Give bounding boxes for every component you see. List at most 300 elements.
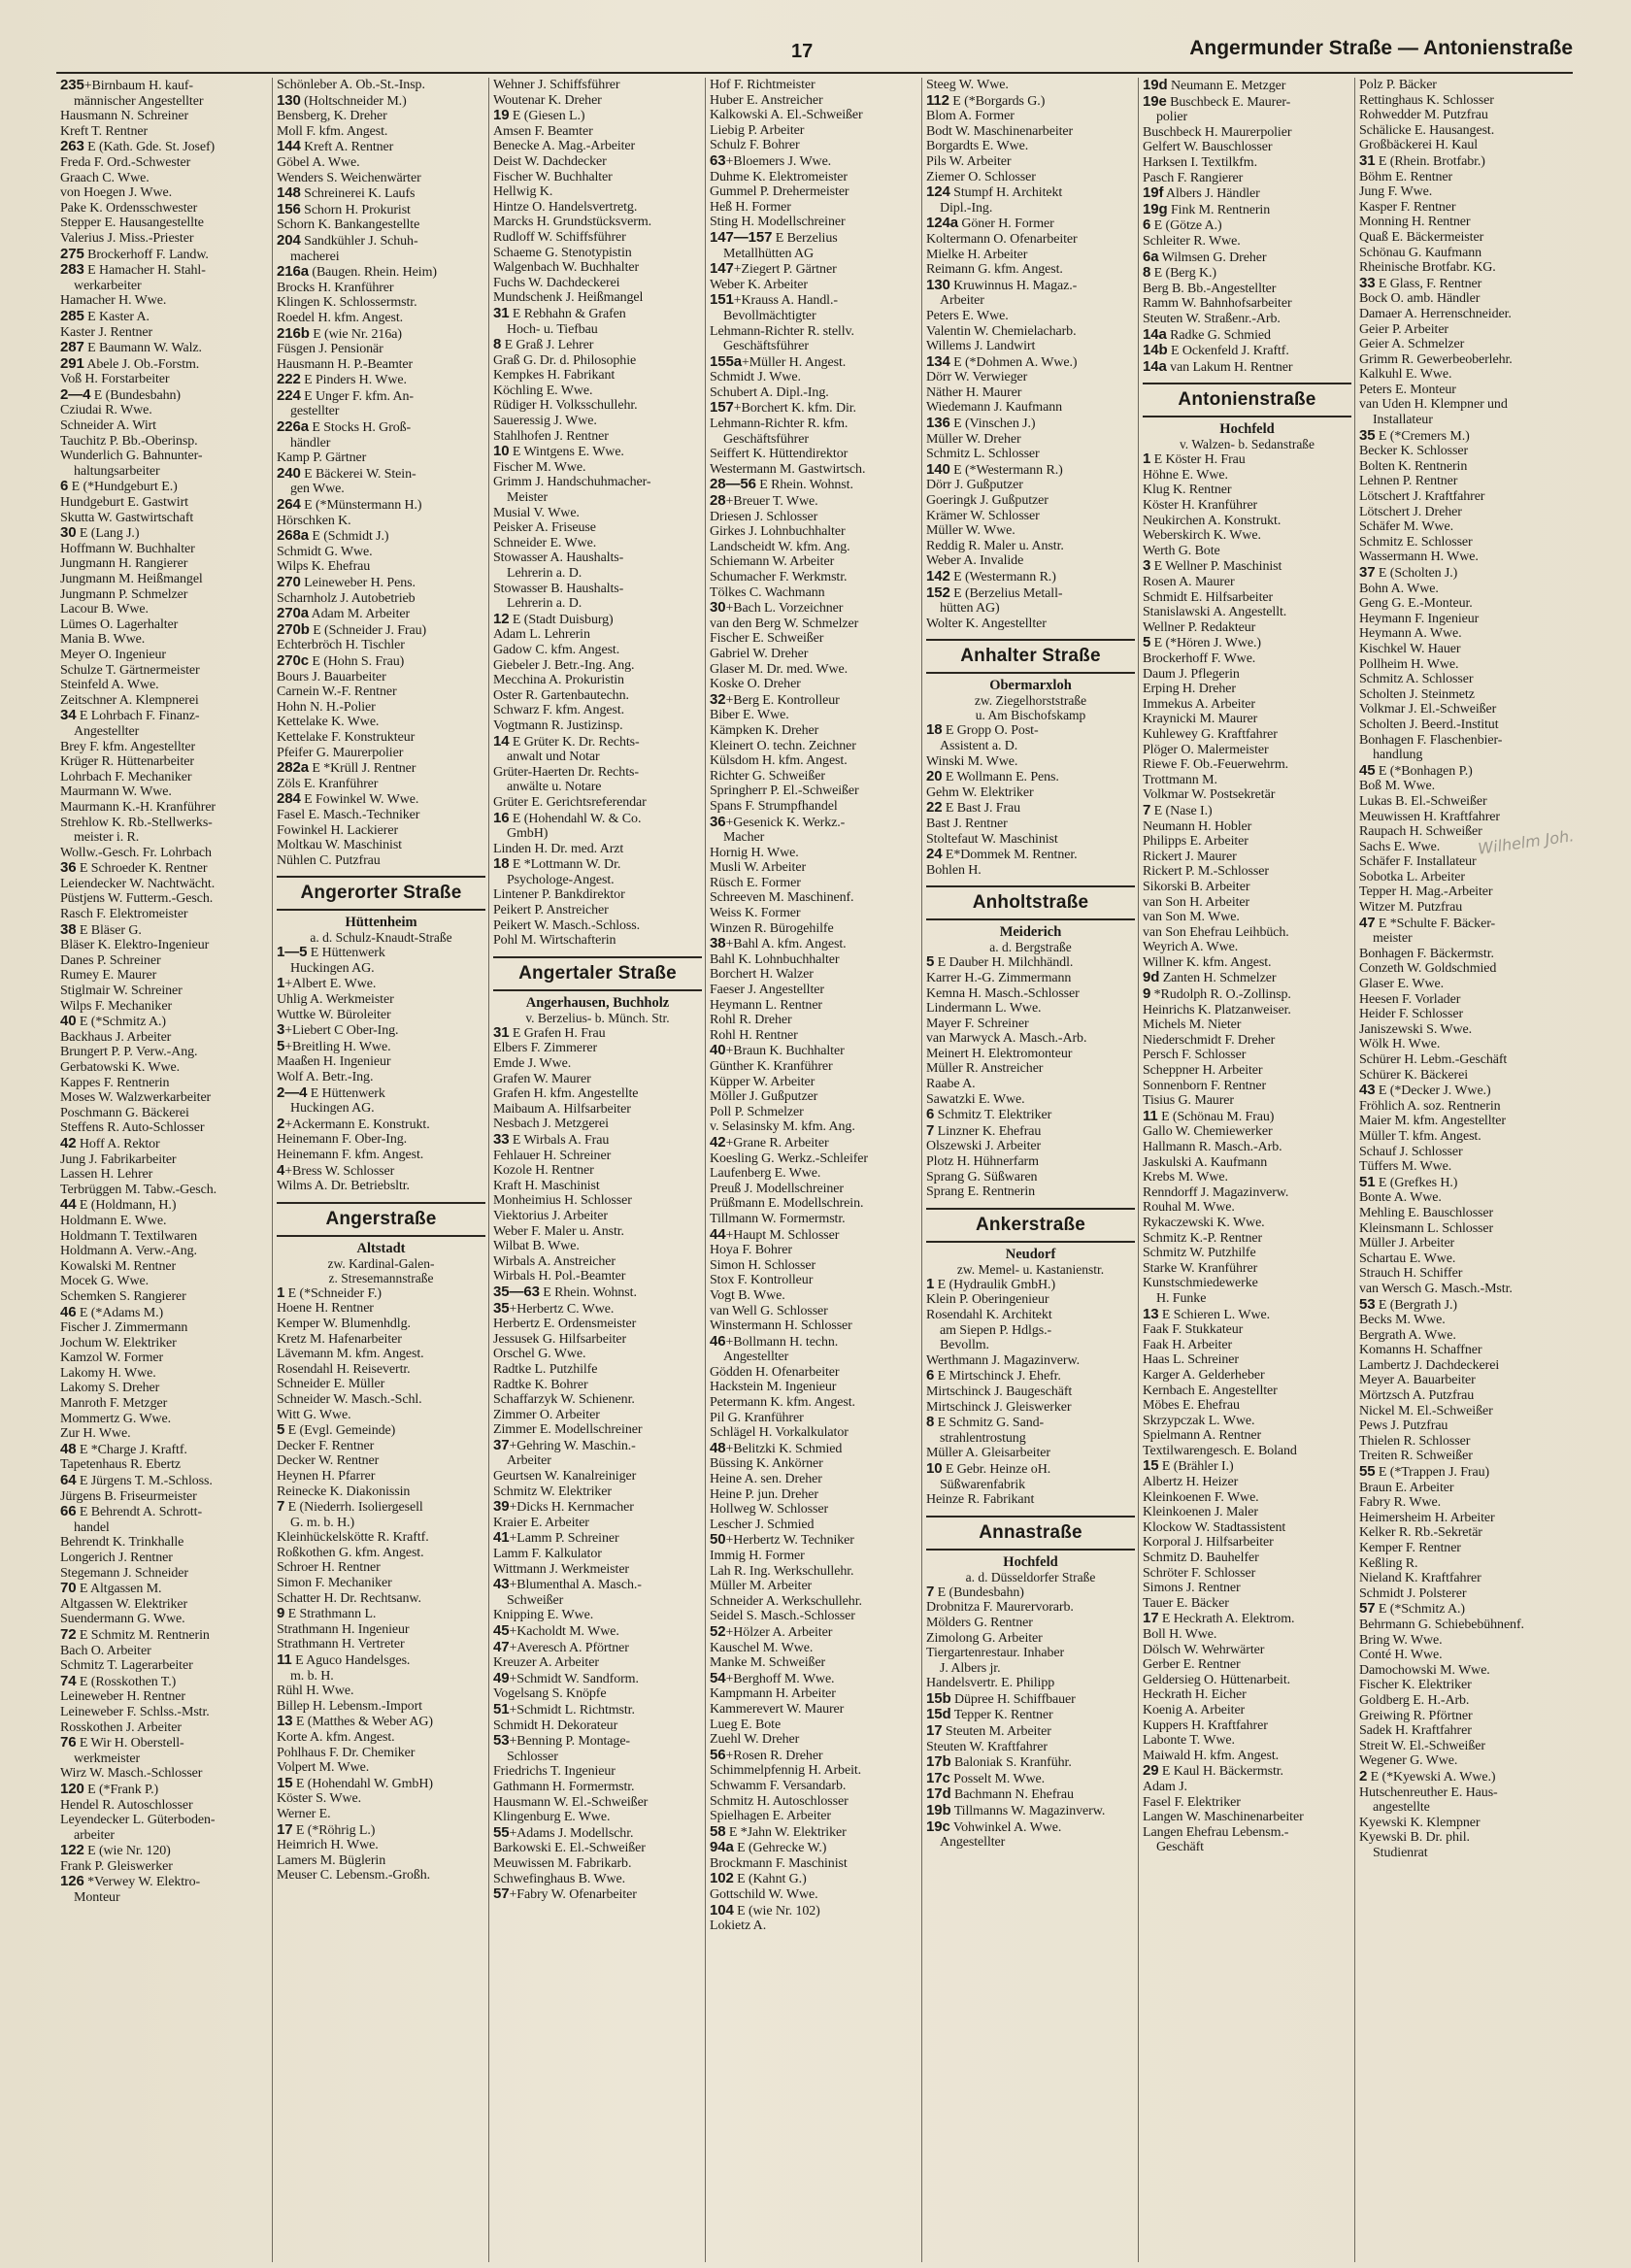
directory-entry: Jochum W. Elektriker — [60, 1335, 177, 1351]
house-number: 5 — [277, 1038, 285, 1054]
directory-entry: Lehmann-Richter R. stellv. — [710, 323, 854, 339]
directory-entry: 9 *Rudolph R. O.-Zollinsp. — [1143, 986, 1291, 1003]
directory-entry: 275 Brockerhoff F. Landw. — [60, 246, 209, 262]
directory-entry: 37+Gehring W. Maschin.- — [493, 1437, 636, 1453]
house-number: 94a — [710, 1840, 734, 1856]
directory-entry: 70 E Altgassen M. — [60, 1581, 162, 1597]
directory-entry: Weber F. Maler u. Anstr. — [493, 1223, 624, 1239]
directory-entry: Grimm J. Handschuhmacher- — [493, 475, 651, 490]
directory-entry: Tepper H. Mag.-Arbeiter — [1359, 884, 1493, 900]
house-number: 120 — [60, 1781, 84, 1797]
directory-entry: Köster S. Wwe. — [277, 1791, 361, 1807]
directory-entry: Peters E. Monteur — [1359, 382, 1456, 397]
directory-entry: Mayer F. Schreiner — [926, 1016, 1029, 1031]
house-number: 1 — [277, 1284, 285, 1301]
house-number: 224 — [277, 387, 301, 404]
directory-entry: Schneider E. Müller — [277, 1377, 385, 1392]
house-number: 7 — [926, 1122, 935, 1139]
house-number: 18 — [926, 722, 943, 739]
directory-entry: Tapetenhaus R. Ebertz — [60, 1457, 182, 1473]
directory-entry: Wilbat B. Wwe. — [493, 1239, 580, 1254]
directory-entry: Bonhagen F. Flaschenbier- — [1359, 732, 1503, 748]
directory-entry: Textilwarengesch. E. Boland — [1143, 1443, 1297, 1458]
directory-entry: Schartau E. Wwe. — [1359, 1251, 1456, 1266]
directory-entry: Kelker R. Rb.-Sekretär — [1359, 1525, 1482, 1541]
house-number: 48 — [710, 1440, 726, 1456]
directory-entry: Gummel P. Drehermeister — [710, 184, 849, 200]
directory-entry: Zimmer E. Modellschreiner — [493, 1422, 643, 1438]
directory-entry: Fischer M. Wwe. — [493, 459, 586, 475]
house-number: 264 — [277, 497, 301, 514]
directory-entry: Mecchina A. Prokuristin — [493, 673, 624, 688]
directory-entry: arbeiter — [74, 1827, 115, 1843]
directory-entry: Neumann H. Hobler — [1143, 818, 1252, 834]
house-number: 3 — [1143, 558, 1151, 575]
directory-entry: Fischer W. Buchhalter — [493, 169, 613, 184]
directory-entry: Sadek H. Kraftfahrer — [1359, 1723, 1472, 1739]
directory-entry: Wellner P. Redakteur — [1143, 619, 1256, 635]
directory-entry: Duhme K. Elektromeister — [710, 169, 848, 184]
directory-entry: Roßkothen G. kfm. Angest. — [277, 1545, 424, 1560]
directory-entry: Benecke A. Mag.-Arbeiter — [493, 139, 636, 154]
directory-entry: Pasch F. Rangierer — [1143, 170, 1244, 185]
house-number: 35 — [493, 1300, 510, 1317]
directory-entry: 56+Rosen R. Dreher — [710, 1747, 823, 1763]
house-number: 31 — [493, 1024, 510, 1041]
directory-entry: Kamzol W. Former — [60, 1351, 164, 1366]
directory-columns — [56, 78, 1576, 2262]
directory-entry: Zur H. Wwe. — [60, 1426, 131, 1442]
directory-entry: Erping H. Dreher — [1143, 682, 1236, 697]
directory-entry: Goeringk J. Gußputzer — [926, 493, 1048, 509]
directory-entry: Boß M. Wwe. — [1359, 779, 1435, 794]
directory-entry: 14a van Lakum H. Rentner — [1143, 358, 1293, 375]
directory-entry: Kampmann H. Arbeiter — [710, 1686, 836, 1702]
directory-entry: 17 E (*Röhrig L.) — [277, 1821, 376, 1838]
directory-entry: 57+Fabry W. Ofenarbeiter — [493, 1886, 637, 1903]
house-number: 222 — [277, 372, 301, 388]
directory-entry: 55 E (*Trappen J. Frau) — [1359, 1464, 1490, 1481]
directory-entry: 8 E (Berg K.) — [1143, 265, 1216, 282]
directory-entry: Klockow W. Stadtassistent — [1143, 1519, 1286, 1535]
directory-entry: 17c Posselt M. Wwe. — [926, 1770, 1046, 1786]
directory-entry: Lescher J. Schmied — [710, 1517, 815, 1532]
directory-entry: händler — [290, 435, 331, 450]
directory-entry: handlung — [1373, 748, 1423, 763]
directory-entry: Winski M. Wwe. — [926, 753, 1018, 769]
house-number: 31 — [493, 305, 510, 321]
directory-entry: 2 E (*Kyewski A. Wwe.) — [1359, 1768, 1496, 1784]
house-number: 9d — [1143, 970, 1160, 986]
directory-entry: Lindermann L. Wwe. — [926, 1001, 1042, 1017]
directory-entry: 43 E (*Decker J. Wwe.) — [1359, 1083, 1491, 1099]
directory-entry: Michels M. Nieter — [1143, 1017, 1242, 1033]
directory-entry: Brockmann F. Maschinist — [710, 1855, 848, 1871]
directory-entry: Pollheim H. Wwe. — [1359, 656, 1459, 672]
directory-entry: Plöger O. Malermeister — [1143, 742, 1269, 757]
house-number: 29 — [1143, 1763, 1159, 1780]
house-number: 275 — [60, 246, 84, 262]
directory-entry: Sonnenborn F. Rentner — [1143, 1078, 1267, 1093]
directory-entry: Valentin W. Chemielacharb. — [926, 323, 1077, 339]
directory-entry: Külsdom H. kfm. Angest. — [710, 753, 848, 769]
directory-entry: Danes P. Schreiner — [60, 952, 161, 968]
directory-entry: Glaser M. Dr. med. Wwe. — [710, 661, 849, 677]
directory-entry: 41+Lamm P. Schreiner — [493, 1530, 619, 1547]
directory-entry: 285 E Kaster A. — [60, 308, 150, 324]
directory-entry: Hamacher H. Wwe. — [60, 293, 167, 309]
directory-column-3 — [489, 78, 706, 2262]
directory-entry: Borgardts E. Wwe. — [926, 139, 1029, 154]
directory-entry: Bring W. Wwe. — [1359, 1632, 1443, 1648]
directory-entry: van Well G. Schlosser — [710, 1303, 828, 1318]
directory-entry: Langen W. Maschinenarbeiter — [1143, 1810, 1304, 1825]
directory-entry: 15d Tepper K. Rentner — [926, 1707, 1053, 1723]
directory-entry: 142 E (Westermann R.) — [926, 569, 1056, 584]
street-heading: Angertaler Straße — [493, 956, 702, 991]
directory-entry: Bohlen H. — [926, 862, 982, 878]
directory-entry: Weber A. Invalide — [926, 553, 1024, 569]
house-number: 47 — [493, 1639, 510, 1655]
directory-entry: 19d Neumann E. Metzger — [1143, 78, 1286, 93]
directory-entry: 19 E (Giesen L.) — [493, 108, 585, 124]
directory-entry: 46+Bollmann H. techn. — [710, 1333, 839, 1350]
house-number: 144 — [277, 139, 301, 155]
house-number: 28—56 — [710, 477, 756, 493]
house-number: 270b — [277, 621, 310, 638]
directory-entry: Grafen H. kfm. Angestellte — [493, 1086, 639, 1102]
directory-entry: Zimmer O. Arbeiter — [493, 1407, 600, 1422]
directory-entry: Hausmann W. El.-Schweißer — [493, 1794, 649, 1810]
directory-entry: Kowalski M. Rentner — [60, 1258, 177, 1274]
directory-entry: Pohl M. Wirtschafterin — [493, 933, 616, 949]
directory-entry: Monheimius H. Schlosser — [493, 1193, 632, 1209]
directory-entry: Leineweber H. Rentner — [60, 1689, 185, 1705]
directory-entry: Kernbach E. Angestellter — [1143, 1383, 1278, 1398]
directory-entry: Lamers M. Büglerin — [277, 1852, 386, 1868]
directory-entry: Mundschenk J. Heißmangel — [493, 290, 644, 306]
directory-entry: Monteur — [74, 1890, 120, 1906]
directory-entry: Sikorski B. Arbeiter — [1143, 879, 1250, 894]
directory-entry: Boll H. Wwe. — [1143, 1627, 1217, 1642]
directory-entry: Lakomy H. Wwe. — [60, 1365, 156, 1381]
directory-entry: Kaster J. Rentner — [60, 324, 153, 340]
directory-entry: Marcks H. Grundstücksverm. — [493, 215, 652, 230]
directory-entry: Günther K. Kranführer — [710, 1059, 833, 1074]
house-number: 104 — [710, 1902, 734, 1918]
street-description: a. d. Düsseldorfer Straße — [965, 1569, 1096, 1584]
house-number: 151 — [710, 292, 734, 309]
directory-entry: Mocek G. Wwe. — [60, 1274, 149, 1289]
directory-entry: 124 Stumpf H. Architekt — [926, 184, 1063, 201]
house-number: 7 — [277, 1499, 285, 1516]
directory-entry: Braun E. Arbeiter — [1359, 1480, 1454, 1495]
directory-entry: 47+Averesch A. Pförtner — [493, 1639, 629, 1655]
directory-entry: Scharnholz J. Autobetrieb — [277, 590, 416, 606]
directory-entry: Steffens R. Auto-Schlosser — [60, 1120, 205, 1136]
street-district: Angerhausen, Buchholz — [525, 994, 670, 1011]
directory-entry: 47 E *Schulte F. Bäcker- — [1359, 915, 1496, 931]
house-number: 55 — [1359, 1464, 1376, 1481]
directory-entry: Wehner J. Schiffsführer — [493, 78, 620, 92]
directory-entry: 54+Berghoff M. Wwe. — [710, 1670, 835, 1686]
directory-entry: Fasel F. Elektriker — [1143, 1794, 1241, 1810]
directory-entry: Hackstein M. Ingenieur — [710, 1380, 837, 1395]
directory-entry: Kischkel W. Hauer — [1359, 641, 1461, 656]
directory-entry: 7 E (Nase I.) — [1143, 802, 1213, 818]
directory-entry: Bohn A. Wwe. — [1359, 581, 1439, 596]
directory-entry: Kemna H. Masch.-Schlosser — [926, 985, 1080, 1001]
directory-entry: Sprang E. Rentnerin — [926, 1184, 1036, 1200]
directory-entry: Mirtschinck J. Gleiswerker — [926, 1399, 1072, 1415]
directory-entry: Schorn K. Bankangestellte — [277, 217, 420, 233]
directory-entry: Zimolong G. Arbeiter — [926, 1630, 1043, 1646]
directory-entry: Rouhal M. Wwe. — [1143, 1200, 1235, 1216]
house-number: 2—4 — [60, 386, 91, 403]
directory-entry: Moll F. kfm. Angest. — [277, 123, 388, 139]
directory-entry: 14b E Ockenfeld J. Kraftf. — [1143, 343, 1289, 359]
directory-entry: Assistent a. D. — [940, 738, 1018, 753]
directory-entry: Vogt B. Wwe. — [710, 1287, 785, 1303]
directory-entry: 134 E (*Dohmen A. Wwe.) — [926, 353, 1078, 370]
directory-entry: Schatter H. Dr. Rechtsanw. — [277, 1590, 421, 1606]
directory-entry: Hoene H. Rentner — [277, 1301, 374, 1317]
directory-entry: 6 E Mirtschinck J. Ehefr. — [926, 1368, 1061, 1384]
directory-entry: Wittmann J. Werkmeister — [493, 1561, 629, 1577]
directory-entry: 6 E (Götze A.) — [1143, 217, 1222, 234]
directory-entry: Huckingen AG. — [290, 1101, 375, 1117]
directory-entry: Mielke H. Arbeiter — [926, 247, 1028, 262]
directory-entry: Schälicke E. Hausangest. — [1359, 122, 1495, 138]
directory-entry: Renndorff J. Magazinverw. — [1143, 1184, 1289, 1200]
directory-entry: Schneider A. Wirt — [60, 418, 156, 434]
directory-entry: 4+Bress W. Schlosser — [277, 1162, 395, 1179]
directory-entry: Stahlhofen J. Rentner — [493, 428, 609, 444]
directory-entry: Müller W. Dreher — [926, 431, 1021, 447]
directory-entry: Mehling E. Bauschlosser — [1359, 1205, 1494, 1220]
directory-entry: 152 E (Berzelius Metall- — [926, 584, 1063, 601]
house-number: 36 — [710, 814, 726, 830]
directory-entry: Fischer K. Elektriker — [1359, 1678, 1472, 1693]
directory-entry: Großbäckerei H. Kaul — [1359, 138, 1479, 153]
directory-entry: 45 E (*Bonhagen P.) — [1359, 762, 1473, 779]
directory-entry: van Son Ehefrau Leihbüch. — [1143, 924, 1289, 940]
directory-entry: Labonte T. Wwe. — [1143, 1733, 1235, 1749]
directory-entry: Barkowski E. El.-Schweißer — [493, 1841, 646, 1856]
directory-entry: Nieland K. Kraftfahrer — [1359, 1571, 1481, 1586]
directory-entry: Angestellter — [723, 1350, 789, 1365]
directory-entry: Polz P. Bäcker — [1359, 78, 1437, 92]
directory-entry: 36+Gesenick K. Werkz.- — [710, 814, 846, 830]
directory-entry: Klingenburg E. Wwe. — [493, 1810, 611, 1825]
directory-entry: Simon F. Mechaniker — [277, 1576, 392, 1591]
directory-entry: Elbers F. Zimmerer — [493, 1041, 598, 1056]
directory-entry: Geier P. Arbeiter — [1359, 321, 1448, 337]
directory-entry: Grüter-Haerten Dr. Rechts- — [493, 764, 639, 780]
directory-entry: Kleinsmann L. Schlosser — [1359, 1220, 1494, 1236]
directory-entry: Tauer E. Bäcker — [1143, 1595, 1229, 1611]
directory-entry: Krämer W. Schlosser — [926, 508, 1040, 523]
directory-entry: Gathmann H. Formermstr. — [493, 1779, 635, 1794]
directory-entry: Kreuzer A. Arbeiter — [493, 1655, 599, 1671]
house-number: 52 — [710, 1623, 726, 1640]
directory-entry: 37 E (Scholten J.) — [1359, 565, 1458, 581]
directory-entry: 30 E (Lang J.) — [60, 525, 140, 542]
directory-entry: Meyer O. Ingenieur — [60, 647, 166, 662]
house-number: 14a — [1143, 358, 1167, 375]
directory-entry: Heider F. Schlosser — [1359, 1007, 1464, 1022]
directory-entry: Thielen R. Schlosser — [1359, 1433, 1471, 1449]
directory-entry: Kleinert O. techn. Zeichner — [710, 738, 856, 753]
house-number: 45 — [493, 1623, 510, 1639]
directory-entry: Meuwissen M. Fabrikarb. — [493, 1855, 632, 1871]
directory-entry: G. m. b. H.) — [290, 1515, 355, 1530]
directory-entry: Spielhagen E. Arbeiter — [710, 1809, 831, 1824]
house-number: 19 — [493, 108, 510, 124]
directory-entry: Lävemann M. kfm. Angest. — [277, 1347, 424, 1362]
directory-entry: Schmitz H. Autoschlosser — [710, 1793, 849, 1809]
directory-entry: 6 Schmitz T. Elektriker — [926, 1107, 1052, 1123]
directory-entry: Girkes J. Lohnbuchhalter — [710, 524, 846, 540]
directory-entry: Hof F. Richtmeister — [710, 78, 816, 92]
directory-entry: Schwamm F. Versandarb. — [710, 1778, 847, 1793]
directory-entry: 42+Grane R. Arbeiter — [710, 1134, 829, 1151]
directory-entry: Becker K. Schlosser — [1359, 444, 1469, 459]
street-description: z. Stresemannstraße — [328, 1270, 434, 1285]
house-number: 147 — [710, 261, 734, 278]
directory-entry: Landscheidt W. kfm. Ang. — [710, 539, 850, 554]
directory-entry: Rickert J. Maurer — [1143, 849, 1237, 864]
directory-entry: Meuser C. Lebensm.-Großh. — [277, 1868, 431, 1884]
directory-entry: Brungert P. P. Verw.-Ang. — [60, 1045, 198, 1060]
directory-entry: 8 E Schmitz G. Sand- — [926, 1415, 1045, 1431]
directory-entry: Gabriel W. Dreher — [710, 646, 809, 661]
directory-entry: Weberskirch K. Wwe. — [1143, 528, 1261, 544]
house-number: 270c — [277, 652, 309, 669]
directory-entry: Scholten J. Steinmetz — [1359, 686, 1475, 702]
house-number: 17 — [926, 1723, 943, 1740]
directory-entry: 28—56 E Rhein. Wohnst. — [710, 477, 853, 493]
directory-entry: Brey F. kfm. Angestellter — [60, 739, 196, 754]
house-number: 8 — [926, 1415, 935, 1431]
street-district: Hüttenheim — [345, 915, 417, 931]
house-number: 70 — [60, 1581, 77, 1597]
directory-entry: 14a Radke G. Schmied — [1143, 326, 1271, 343]
directory-entry: Schmitz T. Lagerarbeiter — [60, 1658, 193, 1674]
directory-entry: 18 E *Lottmann W. Dr. — [493, 856, 621, 873]
directory-entry: Brockerhoff F. Wwe. — [1143, 651, 1256, 666]
directory-entry: Reddig R. Maler u. Anstr. — [926, 538, 1064, 553]
directory-entry: Sting H. Modellschreiner — [710, 215, 846, 230]
directory-entry: Schmitz W. Elektriker — [493, 1484, 612, 1499]
directory-entry: Roedel H. kfm. Angest. — [277, 310, 404, 325]
directory-entry: Müller R. Anstreicher — [926, 1061, 1044, 1077]
directory-entry: Rühl H. Wwe. — [277, 1684, 354, 1699]
directory-entry: Poschmann G. Bäckerei — [60, 1105, 189, 1120]
house-number: 66 — [60, 1504, 77, 1520]
directory-entry: Schauf J. Schlosser — [1359, 1144, 1463, 1159]
house-number: 43 — [493, 1577, 510, 1593]
house-number: 155a — [710, 353, 742, 370]
directory-entry: Rohwedder M. Putzfrau — [1359, 108, 1488, 123]
directory-entry: 12 E (Stadt Duisburg) — [493, 611, 614, 627]
directory-entry: Orschel G. Wwe. — [493, 1347, 586, 1362]
directory-entry: 19f Albers J. Händler — [1143, 185, 1260, 202]
house-number: 9 — [1143, 986, 1151, 1003]
directory-entry: strahlentrostung — [940, 1430, 1026, 1446]
house-number: 102 — [710, 1871, 734, 1887]
directory-entry: Knipping E. Wwe. — [493, 1608, 594, 1623]
directory-entry: Schweißer — [507, 1592, 564, 1608]
directory-entry: Lötschert J. Kraftfahrer — [1359, 489, 1485, 505]
directory-entry: 50+Herbertz W. Techniker — [710, 1532, 854, 1549]
directory-entry: Skrzypczak L. Wwe. — [1143, 1413, 1255, 1428]
house-number: 63 — [710, 152, 726, 169]
directory-entry: Fuchs W. Dachdeckerei — [493, 275, 620, 290]
directory-entry: Faak H. Arbeiter — [1143, 1337, 1233, 1352]
house-number: 2 — [277, 1116, 285, 1132]
directory-entry: Hutschenreuther E. Haus- — [1359, 1784, 1498, 1800]
directory-entry: Hausmann H. P.-Beamter — [277, 356, 414, 372]
directory-entry: Kleinkoenen J. Maler — [1143, 1505, 1258, 1520]
directory-entry: 6a Wilmsen G. Dreher — [1143, 249, 1267, 265]
directory-entry: Köster H. Kranführer — [1143, 498, 1258, 514]
house-number: 57 — [493, 1886, 510, 1903]
directory-entry: 15 E (Brähler I.) — [1143, 1458, 1234, 1475]
directory-entry: 18 E Gropp O. Post- — [926, 722, 1039, 739]
house-number: 57 — [1359, 1601, 1376, 1618]
directory-entry: 5 E Dauber H. Milchhändl. — [926, 954, 1074, 971]
house-number: 19e — [1143, 93, 1167, 110]
directory-entry: Pils W. Arbeiter — [926, 153, 1012, 169]
house-number: 14b — [1143, 343, 1168, 359]
house-number: 42 — [60, 1135, 77, 1151]
directory-entry: Schmidt J. Polsterer — [1359, 1585, 1467, 1601]
directory-entry: 20 E Wollmann E. Pens. — [926, 769, 1059, 785]
directory-entry: Nühlen C. Putzfrau — [277, 852, 381, 868]
directory-column-4 — [706, 78, 922, 2262]
directory-entry: Jürgens B. Friseurmeister — [60, 1488, 197, 1504]
directory-entry: Bours J. Bauarbeiter — [277, 669, 386, 684]
house-number: 282a — [277, 760, 309, 777]
house-number: 9 — [277, 1606, 285, 1622]
house-number: 268a — [277, 528, 309, 545]
directory-entry: 19b Tillmanns W. Magazinverw. — [926, 1803, 1106, 1819]
directory-entry: Uhlig A. Werkmeister — [277, 992, 394, 1008]
directory-entry: Reimann G. kfm. Angest. — [926, 262, 1063, 278]
street-description: a. d. Schulz-Knaudt-Straße — [310, 930, 452, 946]
directory-entry: Volkmar J. El.-Schweißer — [1359, 702, 1497, 717]
directory-column-5 — [922, 78, 1139, 2262]
directory-entry: Steuten W. Straßenr.-Arb. — [1143, 311, 1281, 326]
directory-entry: 151+Krauss A. Handl.- — [710, 292, 838, 309]
directory-entry: 216b E (wie Nr. 216a) — [277, 325, 402, 342]
directory-entry: Werthmann J. Magazinverw. — [926, 1352, 1080, 1368]
directory-entry: Heß H. Former — [710, 199, 791, 215]
directory-entry: Gadow C. kfm. Angest. — [493, 642, 620, 657]
directory-entry: 44 E (Holdmann, H.) — [60, 1197, 177, 1214]
directory-entry: Geng G. E.-Monteur. — [1359, 596, 1473, 612]
directory-entry: Heinze R. Fabrikant — [926, 1492, 1035, 1508]
directory-entry: Springherr P. El.-Schweißer — [710, 784, 859, 799]
directory-entry: Hintze O. Handelsvertretg. — [493, 199, 638, 215]
house-number: 12 — [493, 611, 510, 627]
directory-entry: Holdmann E. Wwe. — [60, 1213, 167, 1228]
house-number: 37 — [493, 1437, 510, 1453]
directory-entry: Fischer E. Schweißer — [710, 631, 824, 647]
directory-entry: Raupach H. Schweißer — [1359, 824, 1482, 840]
directory-entry: Schroer H. Rentner — [277, 1560, 381, 1576]
